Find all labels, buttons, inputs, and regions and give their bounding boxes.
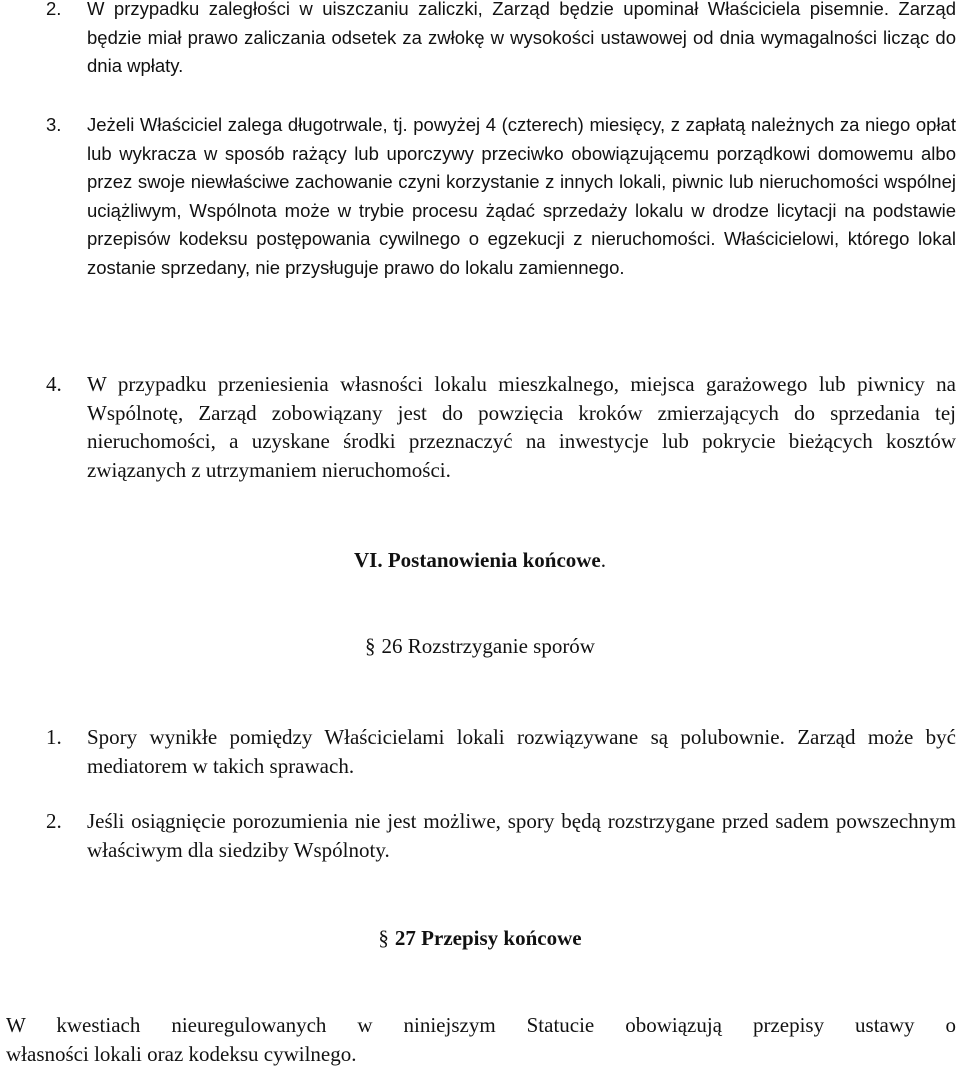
list-item-number: 3. [46,114,62,135]
section-heading-suffix: . [600,548,606,572]
section-heading-title: VI. Postanowienia końcowe [353,548,601,572]
section-sign-icon: § [378,926,389,950]
list-item-text: W przypadku przeniesienia własności lokalu mieszkalnego, miejsca garażowego lub piwnicy na Wspólnotę, Zarząd zobowiązany jest do powzięcia kroków zmierzających do sprzedania tej nieruchomości, a uzyskane środki przeznaczyć na inwestycje lub pokrycie bieżących kosztów związanych z utrzymaniem nieruchomości. [87,372,956,483]
list-item-2-arrears [46,0,956,81]
list-item-number: 4. [46,372,62,396]
section-heading [0,548,960,573]
list-item-text: Spory wynikłe pomiędzy Właścicielami lokali rozwiązywane są polubownie. Zarząd może być mediatorem w takich sprawach. [87,725,956,778]
closing-line-1: W kwestiach nieuregulowanych w niniejszym Statucie obowiązują przepisy ustawy o [6,1013,956,1037]
list-item-2-court [46,807,956,864]
list-item-text: Jeżeli Właściciel zalega długotrwale, tj. powyżej 4 (czterech) miesięcy, z zapłatą należnych za niego opłat lub wykracza w sposób rażący lub uporczywy przeciwko obowiązującemu porządkowi domowemu albo przez swoje niewłaściwe zachowanie czyni korzystanie z innych lokali, piwnic lub nieruchomości wspólnej uciążliwym, Wspólnota może w trybie procesu żądać sprzedaży lokalu w drodze licytacji na podstawie przepisów kodeksu postępowania cywilnego o egzekucji z nieruchomości. Właścicielowi, którego lokal zostanie sprzedany, nie przysługuje prawo do lokalu zamiennego. [87,114,956,278]
list-item-number: 1. [46,725,62,749]
list-item-text: W przypadku zaległości w uiszczaniu zaliczki, Zarząd będzie upominał Właściciela pisemnie. Zarząd będzie miał prawo zaliczania odsetek za zwłokę w wysokości ustawowej od dnia wymagalności licząc do dnia wpłaty. [87,0,956,77]
list-item-number: 2. [46,0,62,19]
closing-paragraph [6,1011,956,1068]
paragraph-27-title: 27 Przepisy końcowe [394,926,582,950]
list-item-3-long-term-arrears [46,111,956,283]
paragraph-26-heading [0,634,960,659]
paragraph-27-heading [0,926,960,951]
paragraph-26-title: 26 Rozstrzyganie sporów [381,634,595,658]
section-sign-icon: § [365,634,376,658]
list-item-1-disputes [46,723,956,780]
closing-line-2: własności lokali oraz kodeksu cywilnego. [6,1041,357,1066]
list-item-4-ownership-transfer [46,370,956,485]
list-item-number: 2. [46,809,62,833]
list-item-text: Jeśli osiągnięcie porozumienia nie jest możliwe, spory będą rozstrzygane przed sadem powszechnym właściwym dla siedziby Wspólnoty. [87,809,956,862]
